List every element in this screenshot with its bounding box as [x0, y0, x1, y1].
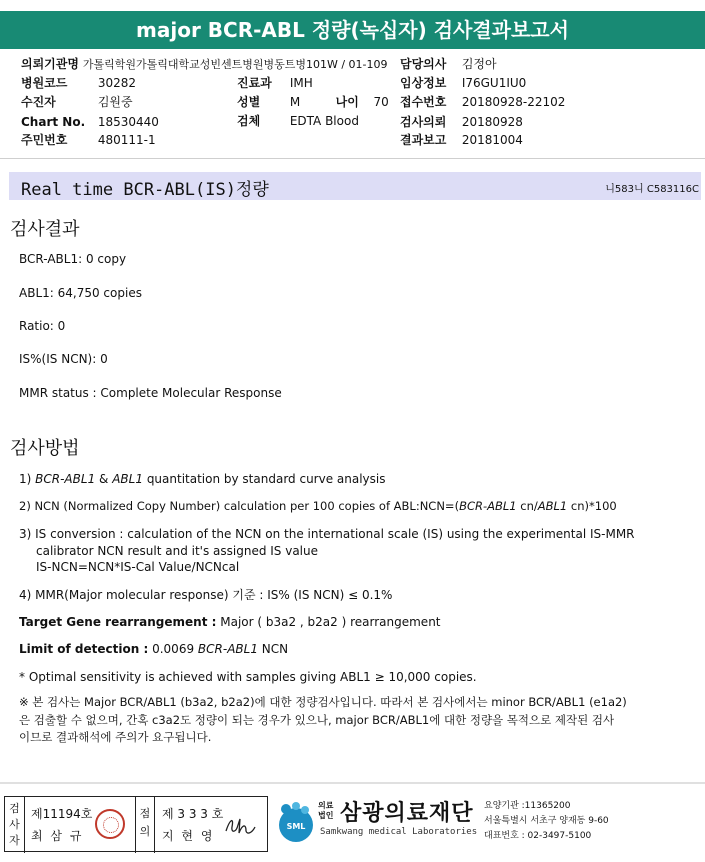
- target-label: Target Gene rearrangement :: [19, 615, 217, 629]
- header-divider: [0, 158, 705, 159]
- request-label: 검사의뢰: [400, 115, 447, 129]
- reviewer-name: 지 현 영: [162, 829, 215, 843]
- header-request: [400, 115, 523, 129]
- header-resident: [21, 133, 156, 147]
- dept-label: 진료과: [237, 76, 272, 90]
- doctor-value: 김정아: [461, 57, 497, 71]
- chart-value: 18530440: [97, 115, 159, 129]
- item2-mid: cn/: [520, 499, 538, 513]
- item2-pre: 2) NCN (Normalized Copy Number) calculation per 100 copies of ABL:NCN=(: [19, 499, 460, 513]
- org-prefix: [318, 801, 333, 821]
- target-value: Major ( b3a2 , b2a2 ) rearrangement: [220, 615, 441, 629]
- header-hospital-code: [21, 76, 136, 90]
- org-english-name: Samkwang medical Laboratories: [320, 827, 478, 837]
- result-abl1: ABL1: 64,750 copies: [19, 286, 142, 300]
- target-gene: [19, 615, 441, 629]
- tester-name: 최 삼 규: [31, 829, 84, 843]
- age-label: 나이: [335, 95, 359, 109]
- results-heading: 검사결과: [10, 219, 80, 240]
- item1-amp: &: [99, 472, 109, 486]
- item1-rest: quantitation by standard curve analysis: [146, 472, 386, 486]
- specimen-value: EDTA Blood: [289, 114, 359, 128]
- age-value: 70: [373, 95, 389, 109]
- tester-vertical-label: [5, 797, 25, 853]
- method-item-3-line3: IS-NCN=NCN*IS-Cal Value/NCNcal: [36, 560, 240, 574]
- result-mmr-status: MMR status : Complete Molecular Response: [19, 386, 282, 400]
- signature-panel: [4, 796, 268, 852]
- hospital-code-value: 30282: [97, 76, 137, 90]
- section-title: Real time BCR-ABL(IS)정량: [21, 180, 269, 200]
- method-item-4: 4) MMR(Major molecular response) 기준 : IS% (IS NCN) ≤ 0.1%: [19, 588, 393, 602]
- method-heading: 검사방법: [10, 438, 80, 459]
- header-clinical: [400, 76, 526, 90]
- header-receipt: [400, 95, 565, 109]
- clinical-value: I76GU1IU0: [461, 76, 527, 90]
- footer-divider: [0, 782, 705, 784]
- report-value: 20181004: [461, 133, 523, 147]
- header-doctor: [400, 57, 497, 71]
- header-institution: [21, 57, 388, 72]
- item2-gene1: BCR-ABL1: [459, 499, 517, 513]
- org-prefix-2: 법인: [318, 811, 334, 820]
- header-dept: [237, 76, 313, 90]
- org-name: 삼광의료재단: [340, 801, 474, 826]
- result-ratio: Ratio: 0: [19, 319, 66, 333]
- header-specimen: [237, 114, 359, 128]
- header-patient: [21, 95, 133, 109]
- korean-note-line2: 은 검출할 수 없으며, 간혹 c3a2도 정량이 되는 경우가 있으나, major BCR/ABL1에 대한 정량을 목적으로 제작된 검사: [19, 713, 615, 727]
- resident-label: 주민번호: [21, 133, 68, 147]
- patient-value: 김원중: [97, 95, 133, 109]
- lod-label: Limit of detection :: [19, 642, 149, 656]
- reviewer-vertical-label: [135, 797, 155, 853]
- contact-institution-code: 요양기관 :11365200: [484, 801, 571, 811]
- dept-value: IMH: [289, 76, 313, 90]
- header-report: [400, 133, 523, 147]
- reviewer-vertical-text: 점의: [139, 807, 151, 838]
- limit-of-detection: [19, 642, 288, 656]
- doctor-label: 담당의사: [400, 57, 447, 71]
- receipt-value: 20180928-22102: [461, 95, 566, 109]
- header-chart: [21, 115, 159, 129]
- report-title: major BCR-ABL 정량(녹십자) 검사결과보고서: [136, 18, 569, 42]
- clinical-label: 임상정보: [400, 76, 447, 90]
- chart-label: Chart No.: [21, 115, 86, 129]
- result-bcr-abl1: BCR-ABL1: 0 copy: [19, 252, 127, 266]
- logo-text: SML: [286, 822, 306, 831]
- method-item-1: [19, 472, 386, 486]
- method-item-2: [19, 499, 617, 513]
- ward-value: 병동트병101W / 01-109: [263, 58, 388, 71]
- lod-value: 0.0069: [152, 642, 195, 656]
- title-banner: [0, 11, 705, 49]
- lod-gene: BCR-ABL1: [197, 642, 258, 656]
- contact-phone: 대표번호 : 02-3497-5100: [484, 831, 592, 841]
- item1-gene1: BCR-ABL1: [35, 472, 96, 486]
- patient-label: 수진자: [21, 95, 56, 109]
- reviewer-signature: [222, 813, 258, 839]
- lod-unit: NCN: [261, 642, 289, 656]
- report-label: 결과보고: [400, 133, 447, 147]
- item2-post: cn)*100: [570, 499, 617, 513]
- report-title-bar: [0, 0, 705, 50]
- specimen-label: 검체: [237, 114, 261, 128]
- reviewer-license: 제 3 3 3 호: [162, 807, 224, 821]
- sml-logo-icon: [274, 801, 318, 845]
- section-code: 니583니 C583116C: [605, 184, 699, 195]
- request-value: 20180928: [461, 115, 523, 129]
- tester-vertical-text: 검사자: [9, 802, 20, 847]
- contact-address: 서울특별시 서초구 양재동 9-60: [484, 816, 609, 826]
- result-is-percent: IS%(IS NCN): 0: [19, 352, 108, 366]
- institution-label: 의뢰기관명: [21, 57, 79, 71]
- resident-value: 480111-1: [97, 133, 156, 147]
- section-band: [9, 172, 701, 200]
- item1-num: 1): [19, 472, 32, 486]
- item2-gene2: ABL1: [537, 499, 568, 513]
- institution-value: 가톨릭학원가톨릭대학교성빈센트병원: [82, 58, 264, 71]
- korean-note-line3: 이므로 결과해석에 주의가 요구됩니다.: [19, 730, 212, 744]
- header-sex: [237, 95, 389, 109]
- receipt-label: 접수번호: [400, 95, 447, 109]
- method-item-3-line2: calibrator NCN result and it's assigned IS value: [36, 544, 318, 558]
- org-prefix-1: 의료: [318, 801, 334, 810]
- korean-note-line1: ※ 본 검사는 Major BCR/ABL1 (b3a2, b2a2)에 대한 정량검사입니다. 따라서 본 검사에서는 minor BCR/ABL1 (e1a2): [19, 695, 627, 709]
- tester-license: 제11194호: [31, 807, 93, 821]
- item1-gene2: ABL1: [112, 472, 143, 486]
- tester-seal: [95, 809, 125, 839]
- sensitivity-note: * Optimal sensitivity is achieved with samples giving ABL1 ≥ 10,000 copies.: [19, 670, 477, 684]
- method-item-3-line1: 3) IS conversion : calculation of the NCN on the international scale (IS) using the experimental IS-MMR: [19, 527, 635, 541]
- sex-label: 성별: [237, 95, 261, 109]
- hospital-code-label: 병원코드: [21, 76, 68, 90]
- sex-value: M: [289, 95, 301, 109]
